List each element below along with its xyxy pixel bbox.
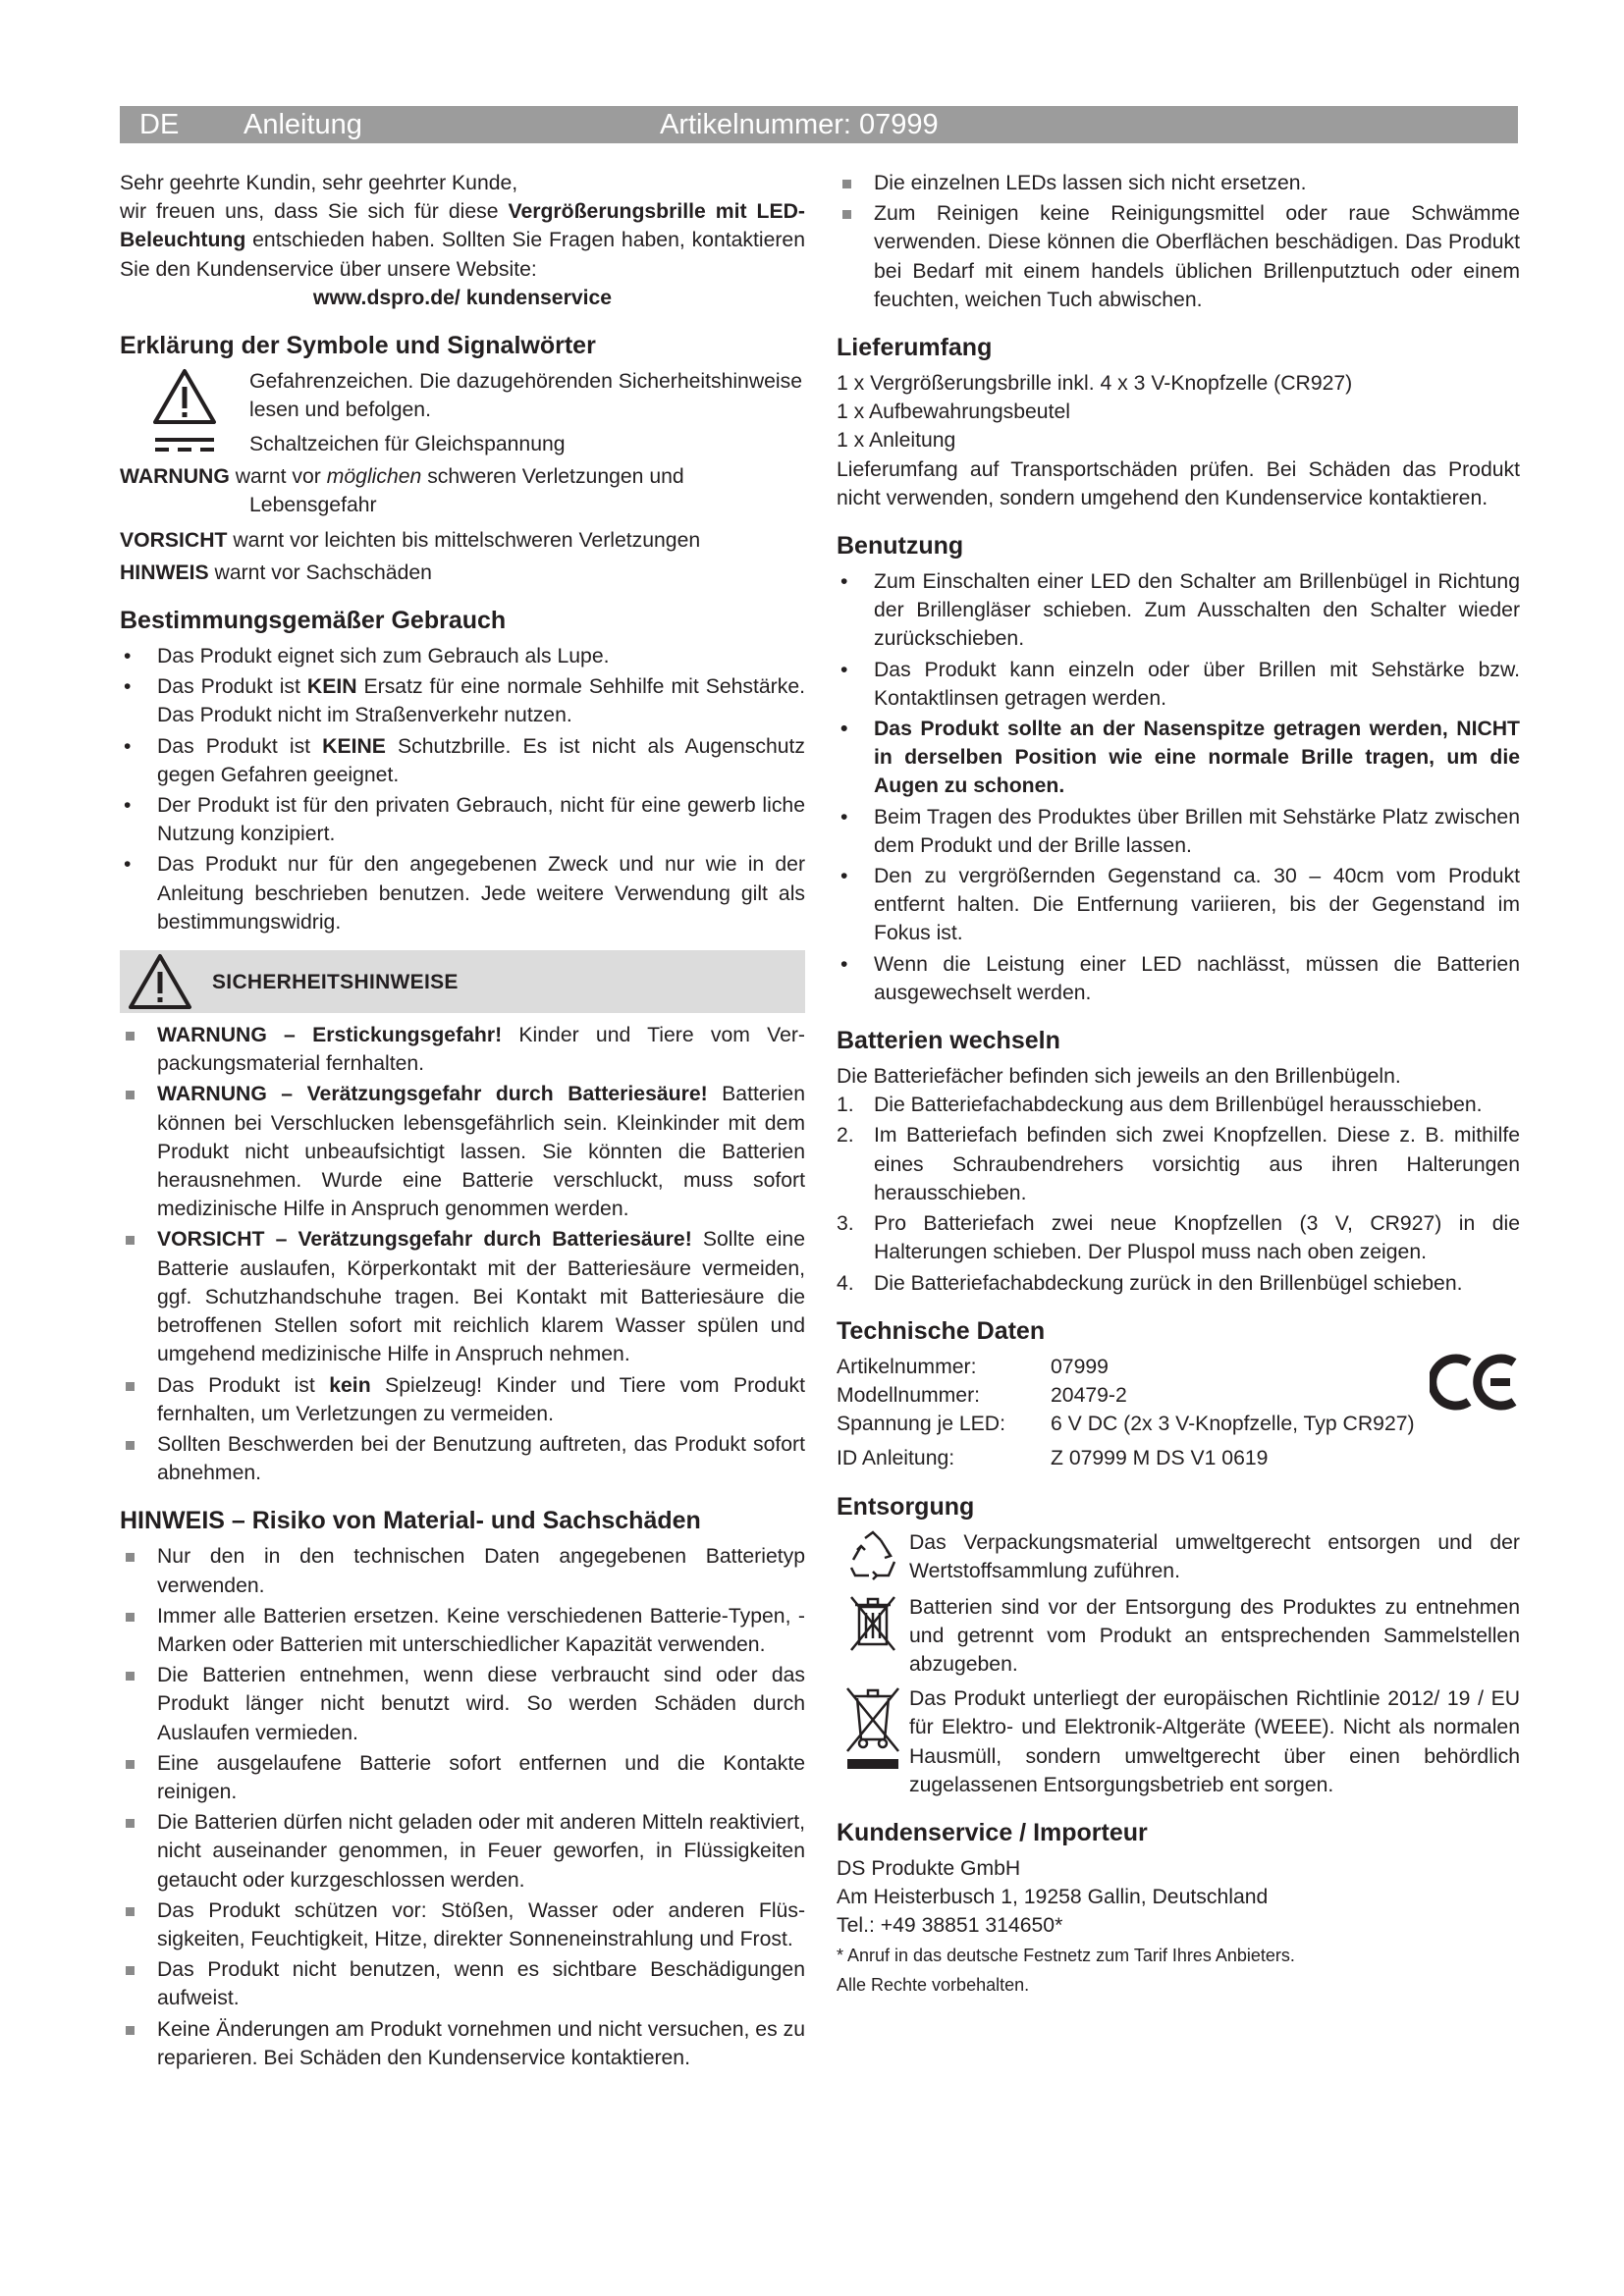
list-item: • Das Produkt ist KEINE Schutzbrille. Es ist nicht als Augenschutz gegen Gefahren geeignet. [120,732,805,789]
right-column [837,169,1520,2000]
disposal-text: Das Verpackungsmaterial umweltgerecht entsorgen und der Wertstoffsammlung zuführen. [909,1530,1520,1582]
list-item: Das Produkt ist kein Spielzeug! Kinder und Tiere vom Produkt fernhalten, um Verletzungen zu vermeiden. [120,1371,805,1428]
list-item: Eine ausgelaufene Batterie sofort entfernen und die Kontakte reinigen. [120,1749,805,1806]
material-list [120,1542,805,2072]
list-item: Immer alle Batterien ersetzen. Keine verschiedenen Batterie-Typen, -Marken oder Batterien mit unterschiedlicher Kapazität verwenden. [120,1602,805,1659]
list-item: Das Produkt schützen vor: Stößen, Wasser oder anderen Flüssigkeiten, Feuchtigkeit, Hitze, direkter Sonneneinstrahlung und Frost. [120,1896,805,1953]
disposal-heading: Entsorgung [837,1492,975,1521]
list-item: • Beim Tragen des Produktes über Brillen mit Sehstärke Platz zwischen dem Produkt und der Brille lassen. [837,803,1520,860]
symbols-heading: Erklärung der Symbole und Signalwörter [120,332,596,360]
recycling-icon [843,1528,902,1587]
list-item: 1. Die Batteriefachabdeckung aus dem Brillenbügel herausschieben. [837,1094,1483,1117]
warning-triangle-icon [152,367,217,426]
disposal-text: Batterien sind vor der Entsorgung des Produktes zu entnehmen und getrennt vom Produkt an entsprechenden Sammelstellen abzugeben. [909,1595,1520,1676]
use-heading: Benutzung [837,532,964,561]
service-heading: Kundenservice / Importeur [837,1818,1148,1846]
product-name: Vergrößerungsbrille mit LED-Beleuchtung [120,200,805,252]
disposal-text: Das Produkt unterliegt der europäischen Richtlinie 2012/ 19 / EU für Elektro- und Elektronik-Altgeräte (WEEE). Nicht als normalen Hausmüll, sondern umweltgerecht über einen behördlich zugelassenen Entsorgungsbetrieb ent sorgen. [909,1687,1520,1796]
list-item: Die Batterien dürfen nicht geladen oder mit anderen Mitteln reaktiviert, nicht auseinander genommen, in Feuer geworfen, in Flüssigkeiten getaucht oder kurzgeschlossen werden. [120,1808,805,1895]
intro-website: www.dspro.de/ kundenservice [312,286,613,309]
danger-symbol-row [120,367,805,426]
tech-label: Spannung je LED: [837,1413,1005,1436]
header-article: Artikelnummer: 07999 [660,109,939,140]
delivery-heading: Lieferumfang [837,334,993,362]
dc-symbol-row [120,430,805,458]
tech-value: 6 V DC (2x 3 V-Knopfzelle, Typ CR927) [1051,1413,1415,1436]
tech-value: Z 07999 M DS V1 0619 [1051,1447,1269,1470]
usage-list [120,642,805,936]
header-doc: Anleitung [244,109,362,140]
battery-steps [837,1091,1520,1297]
safety-title: SICHERHEITSHINWEISE [212,971,459,994]
tech-label: Modellnummer: [837,1383,981,1407]
material-list-continued [837,169,1520,314]
disposal-row [837,1593,1520,1680]
dc-symbol-text: Schaltzeichen für Gleichspannung [249,433,566,456]
delivery-item: 1 x Vergrößerungsbrille inkl. 4 x 3 V-Knopfzelle (CR927) [837,372,1353,396]
service-address: Am Heisterbusch 1, 19258 Gallin, Deutschland [837,1886,1269,1909]
intro-text: wir freuen uns, dass Sie sich für diese Vergrößerungsbrille mit LED-Beleuchtung entschieden haben. Sollten Sie Fragen haben, kontaktieren Sie den Kundenservice über unsere Website: [120,200,805,281]
list-item: • Zum Einschalten einer LED den Schalter am Brillenbügel in Richtung der Brillengläser schieben. Zum Ausschalten den Schalter wieder zurückschieben. [837,567,1520,654]
danger-symbol-text: Gefahrenzeichen. Die dazugehörenden Sicherheitshinweise lesen und befolgen. [249,370,803,422]
delivery-item: 1 x Aufbewahrungsbeutel [837,400,1070,424]
signal-hinweis: HINWEIS warnt vor Sachschäden [120,561,432,584]
list-item: Keine Änderungen am Produkt vornehmen und nicht versuchen, es zu reparieren. Bei Schäden den Kundenservice kontaktieren. [120,2015,805,2072]
battery-heading: Batterien wechseln [837,1027,1060,1055]
service-phone: Tel.: +49 38851 314650* [837,1914,1063,1938]
safety-banner [120,950,805,1013]
tech-heading: Technische Daten [837,1316,1046,1345]
list-item: • Das Produkt sollte an der Nasenspitze getragen werden, NICHT in derselben Position wie eine normale Brille tragen, um die Augen zu schonen. [837,715,1520,801]
tech-label: ID Anleitung: [837,1447,955,1470]
list-item: • Das Produkt nur für den angegebenen Zweck und nur wie in der Anleitung beschrieben benutzen. Jede weitere Verwendung gilt als bestimmungswidrig. [120,850,805,936]
list-item: • Das Produkt eignet sich zum Gebrauch als Lupe. [120,642,805,670]
delivery-note: Lieferumfang auf Transportschäden prüfen. Bei Schäden das Produkt nicht verwenden, sondern umgehend den Kundenservice kontaktieren. [837,457,1520,509]
list-item: • Wenn die Leistung einer LED nachlässt, müssen die Batterien ausgewechselt werden. [837,950,1520,1007]
service-rights: Alle Rechte vorbehalten. [837,1974,1030,1995]
list-item: WARNUNG – Verätzungsgefahr durch Batteriesäure! Batterien können bei Verschlucken lebensgefährlich sein. Kleinkinder mit dem Produkt nicht unbeaufsichtigt lassen. Sie könnten die Batterien herausnehmen. Wurde eine Batterie verschluckt, muss sofort medizinische Hilfe in Anspruch genommen werden. [120,1080,805,1223]
signal-vorsicht: VORSICHT warnt vor leichten bis mittelschweren Verletzungen [120,528,701,552]
crossed-bin-icon [845,1593,900,1654]
list-item: Sollten Beschwerden bei der Benutzung auftreten, das Produkt sofort abnehmen. [120,1430,805,1487]
list-item: Nur den in den technischen Daten angegebenen Batterietyp verwenden. [120,1542,805,1599]
tech-table [837,1353,1520,1473]
list-item: WARNUNG – Erstickungsgefahr! Kinder und Tiere vom Verpackungsmaterial fernhalten. [120,1021,805,1078]
ce-mark-icon [1430,1353,1520,1412]
left-column [120,169,805,2074]
safety-list [120,1021,805,1487]
page-header [120,106,1518,143]
list-item: Die Batterien entnehmen, wenn diese verbraucht sind oder das Produkt länger nicht benutzt wird. So werden Schäden durch Auslaufen vermieden. [120,1661,805,1747]
list-item: 2. Im Batteriefach befinden sich zwei Knopfzellen. Diese z. B. mithilfe eines Schraubendrehers vorsichtig aus ihren Halterungen herausschieben. [837,1124,1520,1204]
weee-bin-icon [843,1684,902,1775]
delivery-item: 1 x Anleitung [837,429,956,453]
usage-heading: Bestimmungsgemäßer Gebrauch [120,607,507,635]
material-heading: HINWEIS – Risiko von Material- und Sachschäden [120,1507,701,1535]
list-item: Das Produkt nicht benutzen, wenn es sichtbare Beschädigungen aufweist. [120,1955,805,2012]
tech-value: 07999 [1051,1355,1109,1378]
list-item: • Der Produkt ist für den privaten Gebrauch, nicht für eine gewerb liche Nutzung konzipiert. [120,791,805,848]
intro-greeting: Sehr geehrte Kundin, sehr geehrter Kunde, [120,172,518,194]
disposal-row [837,1528,1520,1587]
tech-value: 20479-2 [1051,1383,1127,1407]
warning-triangle-icon [128,952,192,1011]
list-item: • Das Produkt kann einzeln oder über Brillen mit Sehstärke bzw. Kontaktlinsen getragen werden. [837,656,1520,713]
battery-intro: Die Batteriefächer befinden sich jeweils an den Brillenbügeln. [837,1065,1401,1089]
service-company: DS Produkte GmbH [837,1856,1021,1880]
list-item: 3. Pro Batteriefach zwei neue Knopfzellen (3 V, CR927) in die Halterungen schieben. Der Pluspol muss nach oben zeigen. [837,1212,1520,1264]
disposal-row [837,1684,1520,1799]
signal-warnung: WARNUNG warnt vor möglichen schweren Verletzungen und Lebensgefahr [120,465,684,517]
list-item: • Das Produkt ist KEIN Ersatz für eine normale Sehhilfe mit Sehstärke. Das Produkt nicht im Straßenverkehr nutzen. [120,672,805,729]
list-item: Zum Reinigen keine Reinigungsmittel oder raue Schwämme verwenden. Diese können die Oberflächen beschädigen. Das Produkt bei Bedarf mit einem handels üblichen Brillenputztuch oder einem feuchten, weichen Tuch abwischen. [837,199,1520,314]
header-lang: DE [139,109,180,140]
list-item: 4. Die Batteriefachabdeckung zurück in den Brillenbügel schieben. [837,1271,1463,1295]
direct-current-icon [155,438,214,454]
service-footnote: * Anruf in das deutsche Festnetz zum Tarif Ihres Anbieters. [837,1945,1295,1965]
list-item: Die einzelnen LEDs lassen sich nicht ersetzen. [837,169,1520,197]
use-list [837,567,1520,1007]
list-item: VORSICHT – Verätzungsgefahr durch Batteriesäure! Sollte eine Batterie auslaufen, Körperkontakt mit der Batteriesäure vermeiden, ggf. Schutzhandschuhe tragen. Bei Kontakt mit Batteriesäure die betroffenen Stellen sofort mit reichlich klarem Wasser spülen und umgehend medizinische Hilfe in Anspruch nehmen. [120,1225,805,1368]
tech-label: Artikelnummer: [837,1355,977,1378]
list-item: • Den zu vergrößernden Gegenstand ca. 30 – 40cm vom Produkt entfernt halten. Die Entfernung variieren, bis der Gegenstand im Fokus ist. [837,862,1520,948]
